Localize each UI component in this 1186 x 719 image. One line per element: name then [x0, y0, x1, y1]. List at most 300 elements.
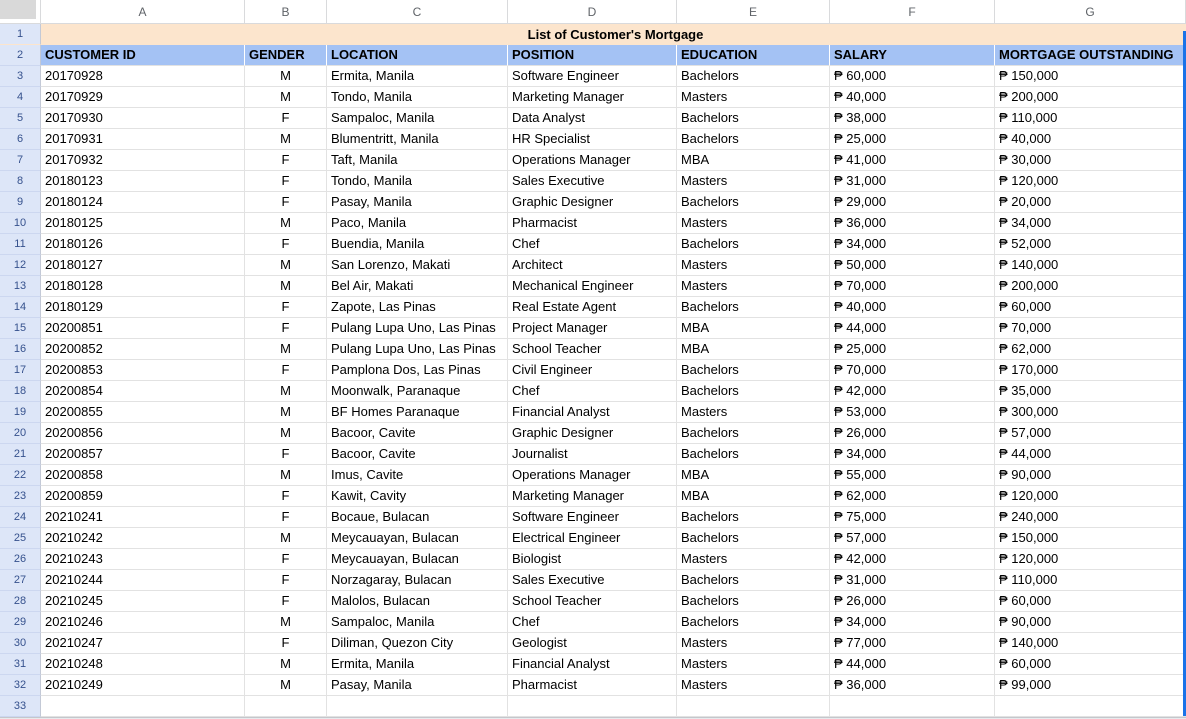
- cell-G29[interactable]: ₱ 90,000: [995, 612, 1186, 633]
- cell-C15[interactable]: Pulang Lupa Uno, Las Pinas: [327, 318, 508, 339]
- cell-G11[interactable]: ₱ 52,000: [995, 234, 1186, 255]
- header-cell-D2[interactable]: POSITION: [508, 45, 677, 66]
- cell-F17[interactable]: ₱ 70,000: [830, 360, 995, 381]
- cell-B6[interactable]: M: [245, 129, 327, 150]
- cell-D12[interactable]: Architect: [508, 255, 677, 276]
- cell-A29[interactable]: 20210246: [41, 612, 245, 633]
- cell-D10[interactable]: Pharmacist: [508, 213, 677, 234]
- cell-D8[interactable]: Sales Executive: [508, 171, 677, 192]
- table-row: [0, 549, 1186, 570]
- cell-E29[interactable]: Bachelors: [677, 612, 830, 633]
- cell-E13[interactable]: Masters: [677, 276, 830, 297]
- table-row: [0, 423, 1186, 444]
- cell-E10[interactable]: Masters: [677, 213, 830, 234]
- row-header-28[interactable]: 28: [0, 591, 41, 612]
- cell-D29[interactable]: Chef: [508, 612, 677, 633]
- row-header-30[interactable]: 30: [0, 633, 41, 654]
- cell-E23[interactable]: MBA: [677, 486, 830, 507]
- cell-G18[interactable]: ₱ 35,000: [995, 381, 1186, 402]
- cell-F29[interactable]: ₱ 34,000: [830, 612, 995, 633]
- cell-B17[interactable]: F: [245, 360, 327, 381]
- cell-B18[interactable]: M: [245, 381, 327, 402]
- cell-G16[interactable]: ₱ 62,000: [995, 339, 1186, 360]
- cell-F11[interactable]: ₱ 34,000: [830, 234, 995, 255]
- cell-C9[interactable]: Pasay, Manila: [327, 192, 508, 213]
- row-header-17[interactable]: 17: [0, 360, 41, 381]
- cell-E24[interactable]: Bachelors: [677, 507, 830, 528]
- cell-B14[interactable]: F: [245, 297, 327, 318]
- cell-E17[interactable]: Bachelors: [677, 360, 830, 381]
- cell-A9[interactable]: 20180124: [41, 192, 245, 213]
- cell-B10[interactable]: M: [245, 213, 327, 234]
- sheet-title-cell[interactable]: List of Customer's Mortgage: [41, 24, 1186, 45]
- header-cell-B2[interactable]: GENDER: [245, 45, 327, 66]
- row-header-7[interactable]: 7: [0, 150, 41, 171]
- table-row: [0, 465, 1186, 486]
- cell-E26[interactable]: Masters: [677, 549, 830, 570]
- table-row: [0, 486, 1186, 507]
- cell-A26[interactable]: 20210243: [41, 549, 245, 570]
- row-header-15[interactable]: 15: [0, 318, 41, 339]
- cell-B12[interactable]: M: [245, 255, 327, 276]
- cell-E32[interactable]: Masters: [677, 675, 830, 696]
- cell-C24[interactable]: Bocaue, Bulacan: [327, 507, 508, 528]
- cell-E31[interactable]: Masters: [677, 654, 830, 675]
- cell-B32[interactable]: M: [245, 675, 327, 696]
- row-header-8[interactable]: 8: [0, 171, 41, 192]
- cell-D19[interactable]: Financial Analyst: [508, 402, 677, 423]
- cell-A3[interactable]: 20170928: [41, 66, 245, 87]
- row-header-5[interactable]: 5: [0, 108, 41, 129]
- cell-D6[interactable]: HR Specialist: [508, 129, 677, 150]
- row-header-6[interactable]: 6: [0, 129, 41, 150]
- cell-A23[interactable]: 20200859: [41, 486, 245, 507]
- cell-G30[interactable]: ₱ 140,000: [995, 633, 1186, 654]
- cell-D7[interactable]: Operations Manager: [508, 150, 677, 171]
- cell-D9[interactable]: Graphic Designer: [508, 192, 677, 213]
- cell-C6[interactable]: Blumentritt, Manila: [327, 129, 508, 150]
- row-header-11[interactable]: 11: [0, 234, 41, 255]
- header-cell-G2[interactable]: MORTGAGE OUTSTANDING: [995, 45, 1186, 66]
- cell-B7[interactable]: F: [245, 150, 327, 171]
- cell-F5[interactable]: ₱ 38,000: [830, 108, 995, 129]
- cell-F30[interactable]: ₱ 77,000: [830, 633, 995, 654]
- table-row: [0, 507, 1186, 528]
- cell-F22[interactable]: ₱ 55,000: [830, 465, 995, 486]
- table-row: [0, 234, 1186, 255]
- cell-G27[interactable]: ₱ 110,000: [995, 570, 1186, 591]
- table-row: [0, 591, 1186, 612]
- cell-G21[interactable]: ₱ 44,000: [995, 444, 1186, 465]
- row-header-4[interactable]: 4: [0, 87, 41, 108]
- cell-D13[interactable]: Mechanical Engineer: [508, 276, 677, 297]
- column-header-D[interactable]: D: [508, 0, 677, 24]
- cell-F23[interactable]: ₱ 62,000: [830, 486, 995, 507]
- table-row: [0, 633, 1186, 654]
- cell-A5[interactable]: 20170930: [41, 108, 245, 129]
- cell-G9[interactable]: ₱ 20,000: [995, 192, 1186, 213]
- cell-C22[interactable]: Imus, Cavite: [327, 465, 508, 486]
- cell-E16[interactable]: MBA: [677, 339, 830, 360]
- cell-E28[interactable]: Bachelors: [677, 591, 830, 612]
- cell-C12[interactable]: San Lorenzo, Makati: [327, 255, 508, 276]
- table-header-row: [0, 45, 1186, 66]
- cell-G24[interactable]: ₱ 240,000: [995, 507, 1186, 528]
- row-header-23[interactable]: 23: [0, 486, 41, 507]
- table-row: [0, 612, 1186, 633]
- cell-D26[interactable]: Biologist: [508, 549, 677, 570]
- cell-D24[interactable]: Software Engineer: [508, 507, 677, 528]
- table-row: [0, 339, 1186, 360]
- cell-C11[interactable]: Buendia, Manila: [327, 234, 508, 255]
- cell-C30[interactable]: Diliman, Quezon City: [327, 633, 508, 654]
- cell-C29[interactable]: Sampaloc, Manila: [327, 612, 508, 633]
- cell-D25[interactable]: Electrical Engineer: [508, 528, 677, 549]
- cell-A12[interactable]: 20180127: [41, 255, 245, 276]
- table-row: [0, 66, 1186, 87]
- column-header-E[interactable]: E: [677, 0, 830, 24]
- cell-F7[interactable]: ₱ 41,000: [830, 150, 995, 171]
- row-header-25[interactable]: 25: [0, 528, 41, 549]
- cell-E21[interactable]: Bachelors: [677, 444, 830, 465]
- row-header-22[interactable]: 22: [0, 465, 41, 486]
- cell-F19[interactable]: ₱ 53,000: [830, 402, 995, 423]
- cell-B15[interactable]: F: [245, 318, 327, 339]
- cell-A31[interactable]: 20210248: [41, 654, 245, 675]
- cell-D33[interactable]: [508, 696, 677, 717]
- cell-E9[interactable]: Bachelors: [677, 192, 830, 213]
- cell-A7[interactable]: 20170932: [41, 150, 245, 171]
- cell-G5[interactable]: ₱ 110,000: [995, 108, 1186, 129]
- cell-A18[interactable]: 20200854: [41, 381, 245, 402]
- cell-A10[interactable]: 20180125: [41, 213, 245, 234]
- cell-B28[interactable]: F: [245, 591, 327, 612]
- cell-A32[interactable]: 20210249: [41, 675, 245, 696]
- row-header-12[interactable]: 12: [0, 255, 41, 276]
- row-header-32[interactable]: 32: [0, 675, 41, 696]
- cell-C8[interactable]: Tondo, Manila: [327, 171, 508, 192]
- cell-G15[interactable]: ₱ 70,000: [995, 318, 1186, 339]
- cell-A17[interactable]: 20200853: [41, 360, 245, 381]
- cell-D5[interactable]: Data Analyst: [508, 108, 677, 129]
- cell-G25[interactable]: ₱ 150,000: [995, 528, 1186, 549]
- cell-F14[interactable]: ₱ 40,000: [830, 297, 995, 318]
- header-cell-C2[interactable]: LOCATION: [327, 45, 508, 66]
- cell-B29[interactable]: M: [245, 612, 327, 633]
- cell-E3[interactable]: Bachelors: [677, 66, 830, 87]
- cell-F12[interactable]: ₱ 50,000: [830, 255, 995, 276]
- cell-D27[interactable]: Sales Executive: [508, 570, 677, 591]
- cell-C7[interactable]: Taft, Manila: [327, 150, 508, 171]
- header-cell-E2[interactable]: EDUCATION: [677, 45, 830, 66]
- cell-E6[interactable]: Bachelors: [677, 129, 830, 150]
- row-header-19[interactable]: 19: [0, 402, 41, 423]
- cell-A13[interactable]: 20180128: [41, 276, 245, 297]
- header-cell-A2[interactable]: CUSTOMER ID: [41, 45, 245, 66]
- cell-D28[interactable]: School Teacher: [508, 591, 677, 612]
- cell-G32[interactable]: ₱ 99,000: [995, 675, 1186, 696]
- cell-C33[interactable]: [327, 696, 508, 717]
- cell-E12[interactable]: Masters: [677, 255, 830, 276]
- cell-A19[interactable]: 20200855: [41, 402, 245, 423]
- cell-A25[interactable]: 20210242: [41, 528, 245, 549]
- select-all-box-icon: [0, 0, 36, 19]
- row-header-9[interactable]: 9: [0, 192, 41, 213]
- cell-E27[interactable]: Bachelors: [677, 570, 830, 591]
- cell-D16[interactable]: School Teacher: [508, 339, 677, 360]
- table-row: [0, 675, 1186, 696]
- row-header-16[interactable]: 16: [0, 339, 41, 360]
- cell-C13[interactable]: Bel Air, Makati: [327, 276, 508, 297]
- cell-G6[interactable]: ₱ 40,000: [995, 129, 1186, 150]
- cell-A28[interactable]: 20210245: [41, 591, 245, 612]
- cell-E14[interactable]: Bachelors: [677, 297, 830, 318]
- cell-A16[interactable]: 20200852: [41, 339, 245, 360]
- cell-G13[interactable]: ₱ 200,000: [995, 276, 1186, 297]
- column-header-G[interactable]: G: [995, 0, 1186, 24]
- column-header-C[interactable]: C: [327, 0, 508, 24]
- cell-F24[interactable]: ₱ 75,000: [830, 507, 995, 528]
- cell-A27[interactable]: 20210244: [41, 570, 245, 591]
- table-row: [0, 570, 1186, 591]
- table-row-empty: [0, 696, 1186, 717]
- cell-G26[interactable]: ₱ 120,000: [995, 549, 1186, 570]
- cell-C25[interactable]: Meycauayan, Bulacan: [327, 528, 508, 549]
- cell-G3[interactable]: ₱ 150,000: [995, 66, 1186, 87]
- cell-F10[interactable]: ₱ 36,000: [830, 213, 995, 234]
- cell-E11[interactable]: Bachelors: [677, 234, 830, 255]
- row-header-10[interactable]: 10: [0, 213, 41, 234]
- cell-D23[interactable]: Marketing Manager: [508, 486, 677, 507]
- cell-D18[interactable]: Chef: [508, 381, 677, 402]
- cell-G14[interactable]: ₱ 60,000: [995, 297, 1186, 318]
- cell-E4[interactable]: Masters: [677, 87, 830, 108]
- cell-G22[interactable]: ₱ 90,000: [995, 465, 1186, 486]
- table-row: [0, 150, 1186, 171]
- cell-B8[interactable]: F: [245, 171, 327, 192]
- cell-E25[interactable]: Bachelors: [677, 528, 830, 549]
- cell-F3[interactable]: ₱ 60,000: [830, 66, 995, 87]
- cell-C23[interactable]: Kawit, Cavity: [327, 486, 508, 507]
- cell-F6[interactable]: ₱ 25,000: [830, 129, 995, 150]
- cell-D31[interactable]: Financial Analyst: [508, 654, 677, 675]
- cell-F28[interactable]: ₱ 26,000: [830, 591, 995, 612]
- cell-B31[interactable]: M: [245, 654, 327, 675]
- cell-B3[interactable]: M: [245, 66, 327, 87]
- table-row: [0, 318, 1186, 339]
- cell-C31[interactable]: Ermita, Manila: [327, 654, 508, 675]
- row-header-3[interactable]: 3: [0, 66, 41, 87]
- cell-A14[interactable]: 20180129: [41, 297, 245, 318]
- cell-E8[interactable]: Masters: [677, 171, 830, 192]
- row-header-1[interactable]: 1: [0, 24, 41, 45]
- cell-C27[interactable]: Norzagaray, Bulacan: [327, 570, 508, 591]
- cell-G7[interactable]: ₱ 30,000: [995, 150, 1186, 171]
- header-cell-F2[interactable]: SALARY: [830, 45, 995, 66]
- column-header-A[interactable]: A: [41, 0, 245, 24]
- cell-E30[interactable]: Masters: [677, 633, 830, 654]
- title-row: [0, 24, 1186, 45]
- cell-C16[interactable]: Pulang Lupa Uno, Las Pinas: [327, 339, 508, 360]
- row-header-20[interactable]: 20: [0, 423, 41, 444]
- cell-F4[interactable]: ₱ 40,000: [830, 87, 995, 108]
- table-row: [0, 276, 1186, 297]
- cell-F8[interactable]: ₱ 31,000: [830, 171, 995, 192]
- cell-B22[interactable]: M: [245, 465, 327, 486]
- cell-F15[interactable]: ₱ 44,000: [830, 318, 995, 339]
- column-header-F[interactable]: F: [830, 0, 995, 24]
- cell-G4[interactable]: ₱ 200,000: [995, 87, 1186, 108]
- row-header-2[interactable]: 2: [0, 45, 41, 66]
- cell-G10[interactable]: ₱ 34,000: [995, 213, 1186, 234]
- cell-D4[interactable]: Marketing Manager: [508, 87, 677, 108]
- table-row: [0, 528, 1186, 549]
- cell-B25[interactable]: M: [245, 528, 327, 549]
- cell-A30[interactable]: 20210247: [41, 633, 245, 654]
- cell-A6[interactable]: 20170931: [41, 129, 245, 150]
- row-header-33[interactable]: 33: [0, 696, 41, 717]
- cell-A33[interactable]: [41, 696, 245, 717]
- cell-B9[interactable]: F: [245, 192, 327, 213]
- cell-F33[interactable]: [830, 696, 995, 717]
- cell-D30[interactable]: Geologist: [508, 633, 677, 654]
- column-header-row: [0, 0, 1186, 24]
- cell-A24[interactable]: 20210241: [41, 507, 245, 528]
- row-header-26[interactable]: 26: [0, 549, 41, 570]
- cell-B27[interactable]: F: [245, 570, 327, 591]
- cell-F21[interactable]: ₱ 34,000: [830, 444, 995, 465]
- cell-B33[interactable]: [245, 696, 327, 717]
- cell-C17[interactable]: Pamplona Dos, Las Pinas: [327, 360, 508, 381]
- cell-B19[interactable]: M: [245, 402, 327, 423]
- sheet-grid-body: [0, 24, 1186, 717]
- row-header-29[interactable]: 29: [0, 612, 41, 633]
- cell-B11[interactable]: F: [245, 234, 327, 255]
- cell-C20[interactable]: Bacoor, Cavite: [327, 423, 508, 444]
- table-row: [0, 297, 1186, 318]
- table-row: [0, 444, 1186, 465]
- column-header-B[interactable]: B: [245, 0, 327, 24]
- row-header-18[interactable]: 18: [0, 381, 41, 402]
- cell-B4[interactable]: M: [245, 87, 327, 108]
- row-header-21[interactable]: 21: [0, 444, 41, 465]
- cell-B30[interactable]: F: [245, 633, 327, 654]
- cell-D14[interactable]: Real Estate Agent: [508, 297, 677, 318]
- cell-A21[interactable]: 20200857: [41, 444, 245, 465]
- cell-A11[interactable]: 20180126: [41, 234, 245, 255]
- cell-C26[interactable]: Meycauayan, Bulacan: [327, 549, 508, 570]
- row-header-31[interactable]: 31: [0, 654, 41, 675]
- cell-G8[interactable]: ₱ 120,000: [995, 171, 1186, 192]
- table-row: [0, 192, 1186, 213]
- cell-D3[interactable]: Software Engineer: [508, 66, 677, 87]
- cell-F20[interactable]: ₱ 26,000: [830, 423, 995, 444]
- cell-E19[interactable]: Masters: [677, 402, 830, 423]
- cell-C32[interactable]: Pasay, Manila: [327, 675, 508, 696]
- cell-E5[interactable]: Bachelors: [677, 108, 830, 129]
- row-header-24[interactable]: 24: [0, 507, 41, 528]
- cell-D32[interactable]: Pharmacist: [508, 675, 677, 696]
- table-row: [0, 654, 1186, 675]
- cell-G12[interactable]: ₱ 140,000: [995, 255, 1186, 276]
- cell-F27[interactable]: ₱ 31,000: [830, 570, 995, 591]
- cell-B20[interactable]: M: [245, 423, 327, 444]
- cell-E20[interactable]: Bachelors: [677, 423, 830, 444]
- cell-C21[interactable]: Bacoor, Cavite: [327, 444, 508, 465]
- cell-G31[interactable]: ₱ 60,000: [995, 654, 1186, 675]
- cell-E18[interactable]: Bachelors: [677, 381, 830, 402]
- cell-G23[interactable]: ₱ 120,000: [995, 486, 1186, 507]
- cell-E33[interactable]: [677, 696, 830, 717]
- cell-B26[interactable]: F: [245, 549, 327, 570]
- cell-E22[interactable]: MBA: [677, 465, 830, 486]
- cell-D17[interactable]: Civil Engineer: [508, 360, 677, 381]
- cell-G28[interactable]: ₱ 60,000: [995, 591, 1186, 612]
- table-row: [0, 255, 1186, 276]
- table-row: [0, 87, 1186, 108]
- cell-B24[interactable]: F: [245, 507, 327, 528]
- cell-C28[interactable]: Malolos, Bulacan: [327, 591, 508, 612]
- cell-B5[interactable]: F: [245, 108, 327, 129]
- cell-G33[interactable]: [995, 696, 1186, 717]
- cell-B21[interactable]: F: [245, 444, 327, 465]
- cell-D15[interactable]: Project Manager: [508, 318, 677, 339]
- table-row: [0, 402, 1186, 423]
- cell-C3[interactable]: Ermita, Manila: [327, 66, 508, 87]
- cell-E7[interactable]: MBA: [677, 150, 830, 171]
- cell-A22[interactable]: 20200858: [41, 465, 245, 486]
- table-row: [0, 381, 1186, 402]
- cell-C4[interactable]: Tondo, Manila: [327, 87, 508, 108]
- cell-F26[interactable]: ₱ 42,000: [830, 549, 995, 570]
- cell-D21[interactable]: Journalist: [508, 444, 677, 465]
- table-row: [0, 360, 1186, 381]
- cell-F13[interactable]: ₱ 70,000: [830, 276, 995, 297]
- cell-A20[interactable]: 20200856: [41, 423, 245, 444]
- table-row: [0, 213, 1186, 234]
- cell-A8[interactable]: 20180123: [41, 171, 245, 192]
- cell-G19[interactable]: ₱ 300,000: [995, 402, 1186, 423]
- cell-F25[interactable]: ₱ 57,000: [830, 528, 995, 549]
- cell-B16[interactable]: M: [245, 339, 327, 360]
- cell-D22[interactable]: Operations Manager: [508, 465, 677, 486]
- cell-C19[interactable]: BF Homes Paranaque: [327, 402, 508, 423]
- cell-G17[interactable]: ₱ 170,000: [995, 360, 1186, 381]
- cell-F31[interactable]: ₱ 44,000: [830, 654, 995, 675]
- select-all-corner[interactable]: [0, 0, 41, 24]
- cell-F9[interactable]: ₱ 29,000: [830, 192, 995, 213]
- cell-F16[interactable]: ₱ 25,000: [830, 339, 995, 360]
- cell-B23[interactable]: F: [245, 486, 327, 507]
- cell-B13[interactable]: M: [245, 276, 327, 297]
- row-header-27[interactable]: 27: [0, 570, 41, 591]
- cell-C10[interactable]: Paco, Manila: [327, 213, 508, 234]
- cell-E15[interactable]: MBA: [677, 318, 830, 339]
- cell-D11[interactable]: Chef: [508, 234, 677, 255]
- cell-A15[interactable]: 20200851: [41, 318, 245, 339]
- table-row: [0, 108, 1186, 129]
- cell-A4[interactable]: 20170929: [41, 87, 245, 108]
- cell-C18[interactable]: Moonwalk, Paranaque: [327, 381, 508, 402]
- row-header-14[interactable]: 14: [0, 297, 41, 318]
- cell-F32[interactable]: ₱ 36,000: [830, 675, 995, 696]
- cell-G20[interactable]: ₱ 57,000: [995, 423, 1186, 444]
- cell-C5[interactable]: Sampaloc, Manila: [327, 108, 508, 129]
- row-header-13[interactable]: 13: [0, 276, 41, 297]
- cell-F18[interactable]: ₱ 42,000: [830, 381, 995, 402]
- cell-C14[interactable]: Zapote, Las Pinas: [327, 297, 508, 318]
- cell-D20[interactable]: Graphic Designer: [508, 423, 677, 444]
